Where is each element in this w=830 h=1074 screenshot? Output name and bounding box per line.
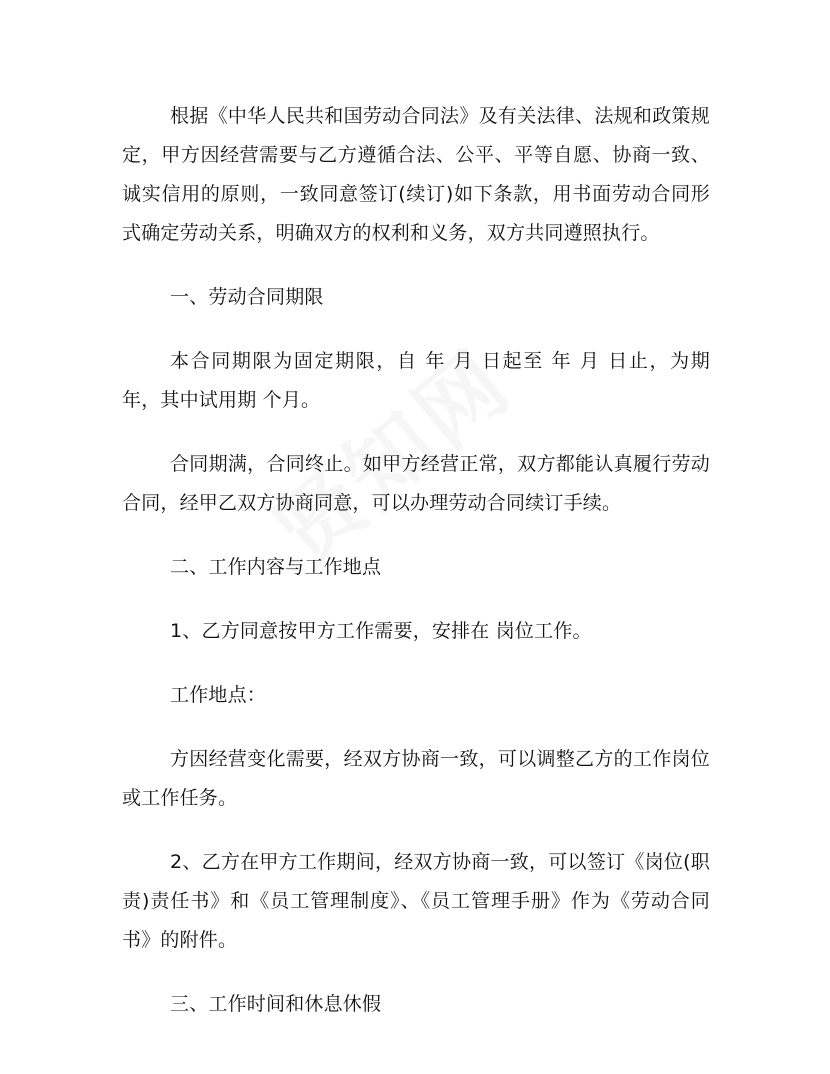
section-heading-working-hours: 三、工作时间和休息休假 (170, 993, 382, 1015)
paragraph-contract-period: 本合同期限为固定期限，自 年 月 日起至 年 月 日止，为期 年，其中试用期 个月。 (122, 350, 710, 411)
section-heading-contract-term: 一、劳动合同期限 (170, 286, 324, 308)
paragraph-position-adjustment: 方因经营变化需要，经双方协商一致，可以调整乙方的工作岗位或工作任务。 (122, 748, 710, 809)
section-heading-work-content: 二、工作内容与工作地点 (170, 556, 382, 578)
paragraph-contract-expiry: 合同期满，合同终止。如甲方经营正常，双方都能认真履行劳动合同，经甲乙双方协商同意，可以办理劳动合同续订手续。 (122, 453, 710, 514)
paragraph-work-location: 工作地点： (170, 684, 267, 706)
paragraph-attachments: 2、乙方在甲方工作期间，经双方协商一致，可以签订《岗位(职责)责任书》和《员工管理制度》、《员工管理手册》作为《劳动合同书》的附件。 (122, 851, 710, 951)
paragraph-job-position: 1、乙方同意按甲方工作需要，安排在 岗位工作。 (170, 620, 592, 642)
document-body (122, 97, 710, 1049)
paragraph-preamble: 根据《中华人民共和国劳动合同法》及有关法律、法规和政策规定，甲方因经营需要与乙方遵循合法、公平、平等自愿、协商一致、诚实信用的原则，一致同意签订(续订)如下条款，用书面劳动合同形式确定劳动关系，明确双方的权利和义务，双方共同遵照执行。 (122, 105, 710, 244)
